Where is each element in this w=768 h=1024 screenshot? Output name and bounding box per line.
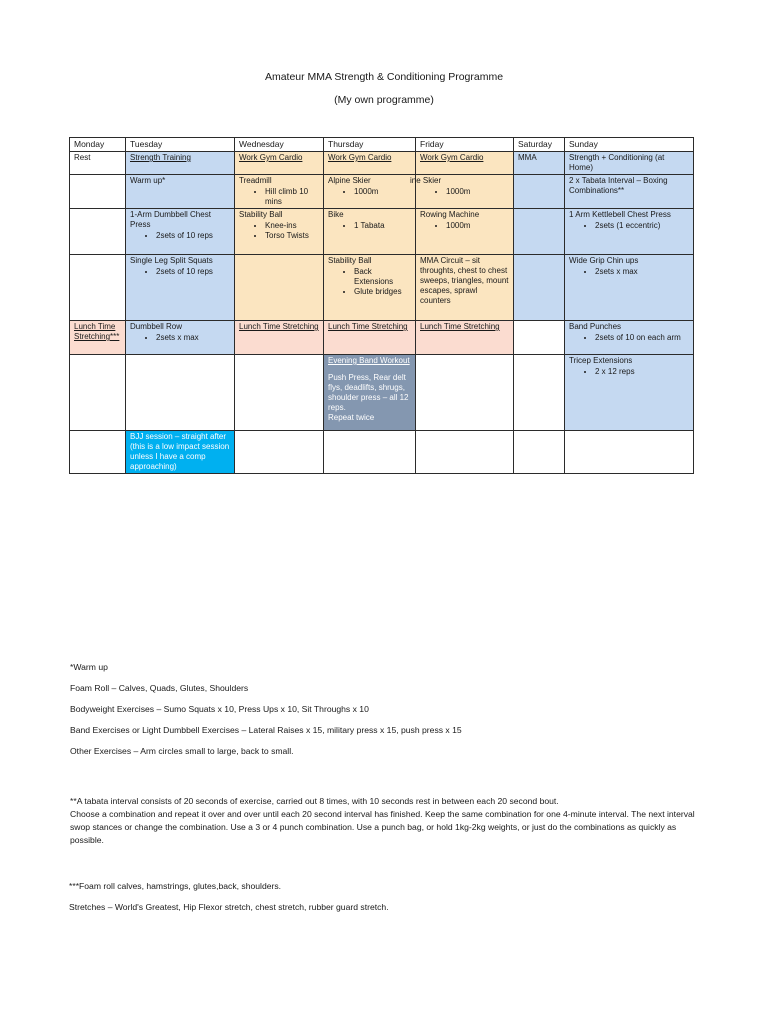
exercise-title: 1-Arm Dumbbell Chest Press (130, 210, 211, 229)
cell-text: BJJ session – straight after (this is a low impact session unless I have a comp approaching) (130, 432, 230, 471)
exercise-title: Alpine Skier (328, 176, 371, 185)
exercise-list (328, 221, 411, 231)
list-item: • 2sets x max (595, 267, 689, 277)
exercise-title: Rowing Machine (420, 210, 480, 219)
list-item: • Knee-ins (265, 221, 319, 231)
schedule-table (69, 137, 694, 474)
cell-monday (70, 209, 126, 255)
exercise-title: Stability Ball (239, 210, 283, 219)
cell-thursday (324, 152, 416, 175)
exercise-title: ine Skier (410, 176, 442, 185)
cell-sunday (565, 255, 694, 321)
warmup-heading: *Warm up (70, 662, 108, 672)
cell-monday (70, 175, 126, 209)
cell-saturday (514, 175, 565, 209)
exercise-title: Bike (328, 210, 344, 219)
list-item: • Torso Twists (265, 231, 319, 241)
exercise-list (130, 333, 230, 343)
exercise-list (328, 267, 411, 297)
cell-monday (70, 355, 126, 431)
note-band: Band Exercises or Light Dumbbell Exercises – Lateral Raises x 15, military press x 15, push press x 15 (70, 724, 462, 735)
cell-friday (416, 209, 514, 255)
cell-text: Lunch Time Stretching*** (74, 322, 120, 341)
cell-text: Strength Training (130, 153, 191, 162)
cell-saturday (514, 321, 565, 355)
cell-tuesday (126, 255, 235, 321)
exercise-list (569, 333, 689, 343)
cell-thursday (324, 321, 416, 355)
note-stretches: Stretches – World's Greatest, Hip Flexor stretch, chest stretch, rubber guard stretch. (69, 901, 389, 912)
list-item: • 1000m (354, 187, 411, 197)
list-item: • 2 x 12 reps (595, 367, 689, 377)
exercise-title: Wide Grip Chin ups (569, 256, 639, 265)
list-item: • Hill climb 10 mins (265, 187, 319, 207)
cell-friday (410, 175, 514, 209)
list-item: • 2sets of 10 on each arm (595, 333, 689, 343)
cell-sunday (565, 431, 694, 474)
cell-wednesday (235, 152, 324, 175)
cell-tuesday (126, 355, 235, 431)
cell-saturday (514, 431, 565, 474)
table-row (70, 321, 694, 355)
exercise-list (420, 187, 509, 197)
header-wednesday: Wednesday (235, 138, 324, 152)
header-sunday: Sunday (565, 138, 694, 152)
cell-text: Rest (74, 153, 91, 162)
cell-saturday (514, 355, 565, 431)
exercise-title: Stability Ball (328, 256, 372, 265)
table-row (70, 355, 694, 431)
page-title: Amateur MMA Strength & Conditioning Programme (264, 71, 504, 83)
exercise-list (569, 267, 689, 277)
exercise-list (239, 221, 319, 241)
cell-friday (416, 431, 514, 474)
table-row (70, 431, 694, 474)
cell-text: Work Gym Cardio (239, 153, 303, 162)
cell-text: Repeat twice (328, 413, 375, 422)
stretch-heading: ***Foam roll calves, hamstrings, glutes,back, shoulders. (69, 881, 282, 891)
exercise-list (569, 367, 689, 377)
cell-wednesday (235, 209, 324, 255)
cell-text: MMA Circuit – sit throughts, chest to chest sweeps, triangles, mount escapes, sprawl counters (420, 256, 509, 305)
header-saturday: Saturday (514, 138, 565, 152)
exercise-title: Band Punches (569, 322, 622, 331)
header-monday: Monday (70, 138, 126, 152)
cell-thursday (324, 175, 416, 209)
exercise-list (239, 187, 319, 207)
cell-sunday (565, 175, 694, 209)
cell-text: Lunch Time Stretching (420, 322, 500, 331)
exercise-list (569, 221, 689, 231)
list-item: • 2sets of 10 reps (156, 267, 230, 277)
exercise-title: 1 Arm Kettlebell Chest Press (569, 210, 671, 219)
warmup-notes (70, 661, 710, 757)
note-other: Other Exercises – Arm circles small to large, back to small. (70, 745, 294, 756)
list-item: • Back Extensions (354, 267, 411, 287)
cell-wednesday (235, 431, 324, 474)
cell-wednesday (235, 175, 324, 209)
cell-text: MMA (518, 153, 537, 162)
exercise-title: Dumbbell Row (130, 322, 183, 331)
cell-sunday (565, 152, 694, 175)
header-thursday: Thursday (324, 138, 416, 152)
list-item: • 1 Tabata (354, 221, 411, 231)
cell-text: Warm up* (130, 176, 166, 185)
list-item: • 1000m (446, 221, 509, 231)
cell-monday (70, 255, 126, 321)
table-row (70, 209, 694, 255)
cell-sunday (565, 355, 694, 431)
note-tabata-1: **A tabata interval consists of 20 seconds of exercise, carried out 8 times, with 10 seconds rest in between each 20 second bout. (70, 796, 559, 806)
cell-text: Lunch Time Stretching (239, 322, 319, 331)
exercise-title: Treadmill (239, 176, 272, 185)
note-tabata-2: Choose a combination and repeat it over and over until each 20 second interval has finished. Keep the same combination for one 4-minute interval. The next interval swop stances or change the combination. Use a 3 or 4 punch combination. Use a punch bag, or hold 1kg-2kg weights, or just do the combinations as quickly as possible. (70, 808, 695, 845)
cell-text: Push Press, Rear delt flys, deadlifts, shrugs, shoulder press – all 12 reps. (328, 373, 409, 412)
cell-text: 2 x Tabata Interval – Boxing Combinations** (569, 176, 668, 195)
cell-monday (70, 431, 126, 474)
page-subtitle: (My own programme) (334, 94, 434, 106)
header-row (70, 138, 694, 152)
exercise-title: Tricep Extensions (569, 356, 633, 365)
cell-monday (70, 321, 126, 355)
exercise-list (130, 267, 230, 277)
note-bodyweight: Bodyweight Exercises – Sumo Squats x 10, Press Ups x 10, Sit Throughs x 10 (70, 703, 369, 714)
cell-text: Strength + Conditioning (at Home) (569, 153, 665, 172)
cell-text: Work Gym Cardio (328, 153, 392, 162)
cell-sunday (565, 209, 694, 255)
cell-wednesday (235, 355, 324, 431)
list-item: • 2sets x max (156, 333, 230, 343)
cell-thursday (324, 431, 416, 474)
stretch-notes (69, 880, 709, 914)
table-row (70, 152, 694, 175)
cell-monday (70, 152, 126, 175)
cell-tuesday (126, 152, 235, 175)
cell-friday (416, 152, 514, 175)
cell-friday (416, 355, 514, 431)
cell-saturday (514, 255, 565, 321)
exercise-title: Single Leg Split Squats (130, 256, 213, 265)
list-item: • Glute bridges (354, 287, 411, 297)
cell-thursday (324, 209, 416, 255)
cell-friday (416, 255, 514, 321)
cell-text: Work Gym Cardio (420, 153, 484, 162)
cell-tuesday (126, 175, 235, 209)
table-row (70, 175, 694, 209)
cell-sunday (565, 321, 694, 355)
header-friday: Friday (416, 138, 514, 152)
cell-tuesday (126, 431, 235, 474)
cell-text: Lunch Time Stretching (328, 322, 408, 331)
cell-thursday (324, 355, 416, 431)
table-row (70, 255, 694, 321)
note-foam-roll: Foam Roll – Calves, Quads, Glutes, Shoulders (70, 682, 249, 693)
list-item: • 2sets (1 eccentric) (595, 221, 689, 231)
header-tuesday: Tuesday (126, 138, 235, 152)
cell-tuesday (126, 321, 235, 355)
exercise-list (328, 187, 411, 197)
cell-tuesday (126, 209, 235, 255)
exercise-list (420, 221, 509, 231)
cell-saturday (514, 209, 565, 255)
cell-friday (416, 321, 514, 355)
exercise-list (130, 231, 230, 241)
tabata-notes (70, 795, 710, 847)
cell-saturday (514, 152, 565, 175)
exercise-title: Evening Band Workout (328, 356, 410, 365)
list-item: • 1000m (446, 187, 509, 197)
list-item: • 2sets of 10 reps (156, 231, 230, 241)
cell-wednesday (235, 255, 324, 321)
cell-thursday (324, 255, 416, 321)
cell-wednesday (235, 321, 324, 355)
